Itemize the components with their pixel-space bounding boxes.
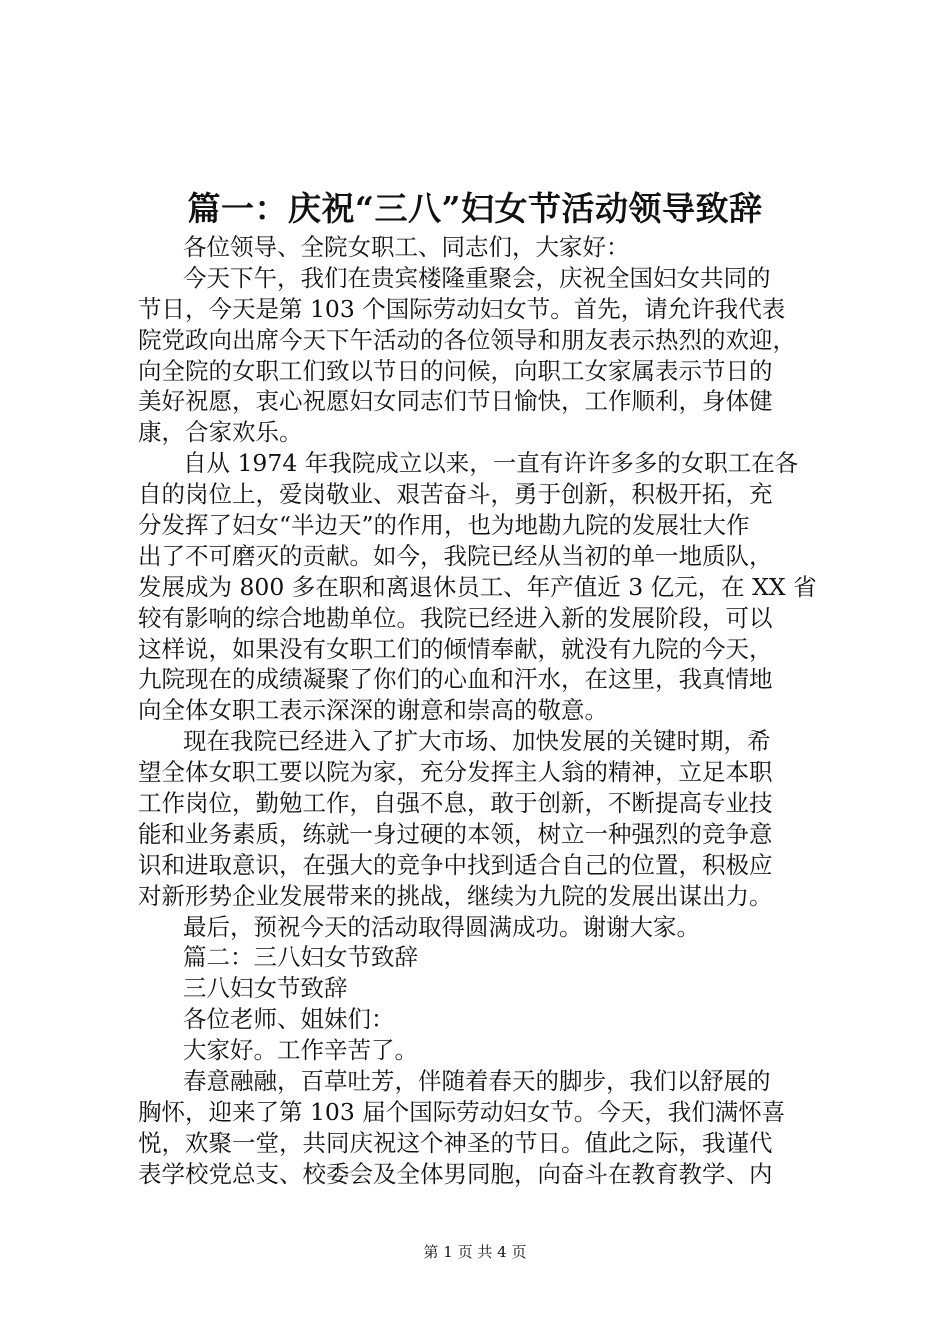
text-line: 三八妇女节致辞	[183, 974, 348, 1003]
document-title: 篇一：庆祝“三八”妇女节活动领导致辞	[187, 189, 763, 228]
text-line: 院党政向出席今天下午活动的各位领导和朋友表示热烈的欢迎，	[138, 325, 796, 354]
page-footer: 第 1 页 共 4 页	[423, 1243, 527, 1261]
text-line: 向全院的女职工们致以节日的问候，向职工女家属表示节日的	[138, 356, 773, 385]
text-line: 最后，预祝今天的活动取得圆满成功。谢谢大家。	[183, 912, 700, 941]
text-line: 春意融融，百草吐芳，伴随着春天的脚步，我们以舒展的	[183, 1067, 771, 1096]
text-line: 这样说，如果没有女职工们的倾情奉献，就没有九院的今天，	[138, 634, 773, 663]
document-body	[138, 232, 838, 1190]
text-line: 分发挥了妇女“半边天”的作用，也为地勘九院的发展壮大作	[138, 511, 750, 540]
text-line: 康，合家欢乐。	[138, 418, 303, 447]
text-line: 悦，欢聚一堂，共同庆祝这个神圣的节日。值此之际，我谨代	[138, 1128, 773, 1157]
text-line: 九院现在的成绩凝聚了你们的心血和汗水，在这里，我真情地	[138, 665, 773, 694]
text-line: 识和进取意识，在强大的竞争中找到适合自己的位置，积极应	[138, 850, 773, 879]
text-line: 各位老师、姐妹们：	[183, 1005, 395, 1034]
text-line: 较有影响的综合地勘单位。我院已经进入新的发展阶段，可以	[138, 603, 773, 632]
text-line: 工作岗位，勤勉工作，自强不息，敢于创新，不断提高专业技	[138, 789, 773, 818]
text-line: 现在我院已经进入了扩大市场、加快发展的关键时期，希	[183, 727, 771, 756]
text-line: 对新形势企业发展带来的挑战，继续为九院的发展出谋出力。	[138, 881, 773, 910]
text-line: 篇二：三八妇女节致辞	[183, 943, 418, 972]
text-line: 今天下午，我们在贵宾楼隆重聚会，庆祝全国妇女共同的	[183, 263, 771, 292]
text-line: 节日，今天是第 103 个国际劳动妇女节。首先，请允许我代表	[138, 294, 786, 323]
text-line: 大家好。工作辛苦了。	[183, 1036, 418, 1065]
text-line: 美好祝愿，衷心祝愿妇女同志们节日愉快，工作顺利，身体健	[138, 387, 773, 416]
text-line: 望全体女职工要以院为家，充分发挥主人翁的精神，立足本职	[138, 758, 773, 787]
text-line: 发展成为 800 多在职和离退休员工、年产值近 3 亿元，在 XX 省	[138, 572, 817, 601]
text-line: 自从 1974 年我院成立以来，一直有许许多多的女职工在各	[183, 449, 799, 478]
text-line: 出了不可磨灭的贡献。如今，我院已经从当初的单一地质队，	[138, 541, 773, 570]
text-line: 能和业务素质，练就一身过硬的本领，树立一种强烈的竞争意	[138, 819, 773, 848]
text-line: 表学校党总支、校委会及全体男同胞，向奋斗在教育教学、内	[138, 1159, 773, 1188]
text-line: 各位领导、全院女职工、同志们，大家好：	[183, 233, 630, 261]
text-line: 自的岗位上，爱岗敬业、艰苦奋斗，勇于创新，积极开拓，充	[138, 480, 773, 509]
text-line: 向全体女职工表示深深的谢意和崇高的敬意。	[138, 696, 608, 725]
text-line: 胸怀，迎来了第 103 届个国际劳动妇女节。今天，我们满怀喜	[138, 1097, 786, 1126]
